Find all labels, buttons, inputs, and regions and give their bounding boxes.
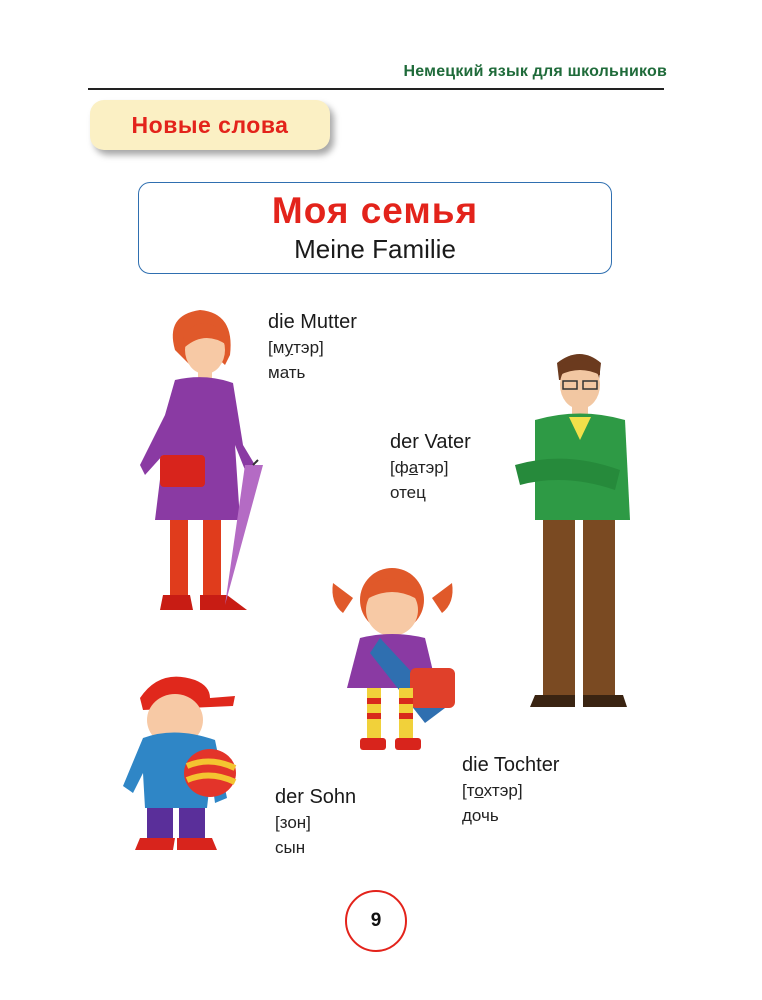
word-tochter-transcription: [тохтэр]: [462, 781, 523, 800]
word-vater: [390, 430, 471, 505]
word-tochter-russian: дочь: [462, 806, 499, 825]
header-divider: [88, 88, 664, 90]
section-badge: Новые слова: [90, 100, 330, 150]
word-mutter-german: die Mutter: [268, 311, 357, 333]
word-vater-russian: отец: [390, 483, 426, 502]
word-mutter: [268, 310, 357, 385]
word-sohn-russian: сын: [275, 838, 306, 857]
word-tochter: [462, 753, 559, 828]
page-number: 9: [345, 890, 407, 952]
word-vater-transcription: [фатэр]: [390, 458, 449, 477]
page-title-ru: Моя семья: [271, 190, 479, 231]
page-title-de: Meine Familie: [294, 234, 456, 264]
word-sohn-transcription: [зон]: [275, 813, 311, 832]
word-sohn-german: der Sohn: [275, 786, 357, 808]
word-mutter-transcription: [мутэр]: [268, 338, 324, 357]
word-vater-german: der Vater: [390, 431, 471, 453]
book-title: Немецкий язык для школьников: [403, 63, 667, 80]
word-sohn: [275, 785, 356, 860]
mother-illustration: [135, 305, 265, 615]
daughter-illustration: [325, 558, 460, 758]
father-illustration: [505, 345, 635, 715]
title-frame: [138, 182, 612, 274]
word-mutter-russian: мать: [268, 363, 306, 382]
son-illustration: [115, 668, 250, 858]
word-tochter-german: die Tochter: [462, 754, 560, 776]
